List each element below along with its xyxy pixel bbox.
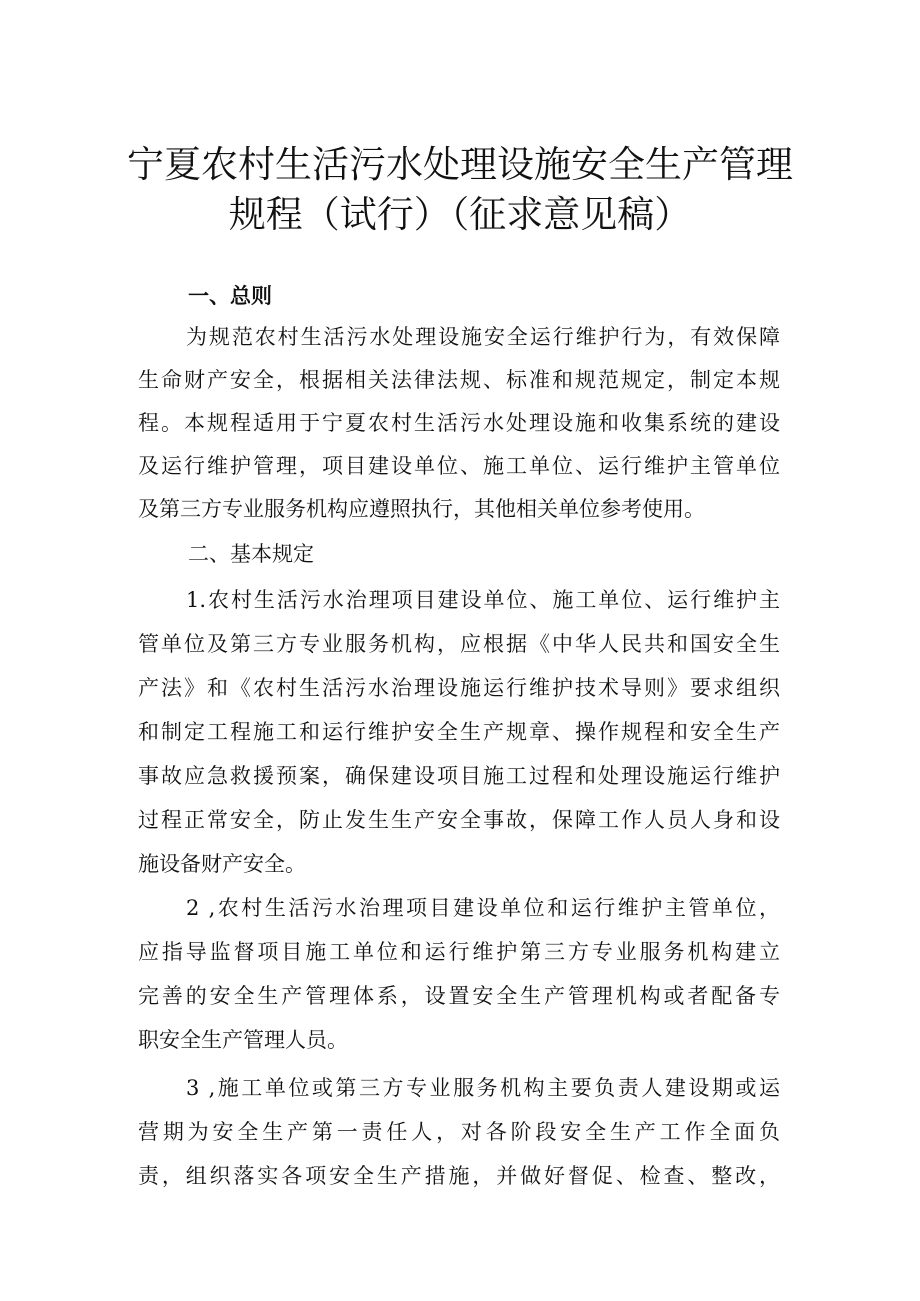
paragraph-line: 施设备财产安全。 (138, 852, 306, 876)
section-heading-general: 一、总则 (188, 284, 272, 308)
paragraph-line: 和制定工程施工和运行维护安全生产规章、操作规程和安全生产 (138, 720, 780, 744)
paragraph-line: 生命财产安全，根据相关法律法规、标准和规范规定，制定本规 (138, 368, 780, 392)
paragraph-line: 应指导监督项目施工单位和运行维护第三方专业服务机构建立 (138, 940, 780, 964)
paragraph-line: 2 ,农村生活污水治理项目建设单位和运行维护主管单位， (186, 896, 780, 920)
paragraph-line: 3 ,施工单位或第三方专业服务机构主要负责人建设期或运 (186, 1076, 780, 1100)
paragraph-line: 过程正常安全，防止发生生产安全事故，保障工作人员人身和设 (138, 808, 780, 832)
paragraph-line: 及第三方专业服务机构应遵照执行，其他相关单位参考使用。 (138, 497, 705, 521)
paragraph-line: 及运行维护管理，项目建设单位、施工单位、运行维护主管单位 (138, 454, 780, 478)
paragraph-line: 为规范农村生活污水处理设施安全运行维护行为，有效保障 (186, 325, 780, 349)
paragraph-line: 职安全生产管理人员。 (138, 1028, 348, 1052)
document-title-line-1: 宁夏农村生活污水处理设施安全生产管理 (127, 143, 793, 186)
paragraph-line: 1.农村生活污水治理项目建设单位、施工单位、运行维护主 (186, 588, 780, 612)
paragraph-line: 产法》和《农村生活污水治理设施运行维护技术导则》要求组织 (138, 676, 780, 700)
paragraph-line: 事故应急救援预案，确保建设项目施工过程和处理设施运行维护 (138, 764, 780, 788)
section-heading-basic-rules: 二、基本规定 (188, 542, 314, 566)
paragraph-line: 责，组织落实各项安全生产措施，并做好督促、检查、整改， (138, 1164, 780, 1188)
paragraph-line: 程。本规程适用于宁夏农村生活污水处理设施和收集系统的建设 (138, 411, 780, 435)
paragraph-line: 管单位及第三方专业服务机构，应根据《中华人民共和国安全生 (138, 632, 780, 656)
paragraph-line: 营期为安全生产第一责任人，对各阶段安全生产工作全面负 (138, 1120, 780, 1144)
paragraph-line: 完善的安全生产管理体系，设置安全生产管理机构或者配备专 (138, 984, 780, 1008)
document-title-line-2: 规程（试行）（征求意见稿） (228, 193, 692, 236)
